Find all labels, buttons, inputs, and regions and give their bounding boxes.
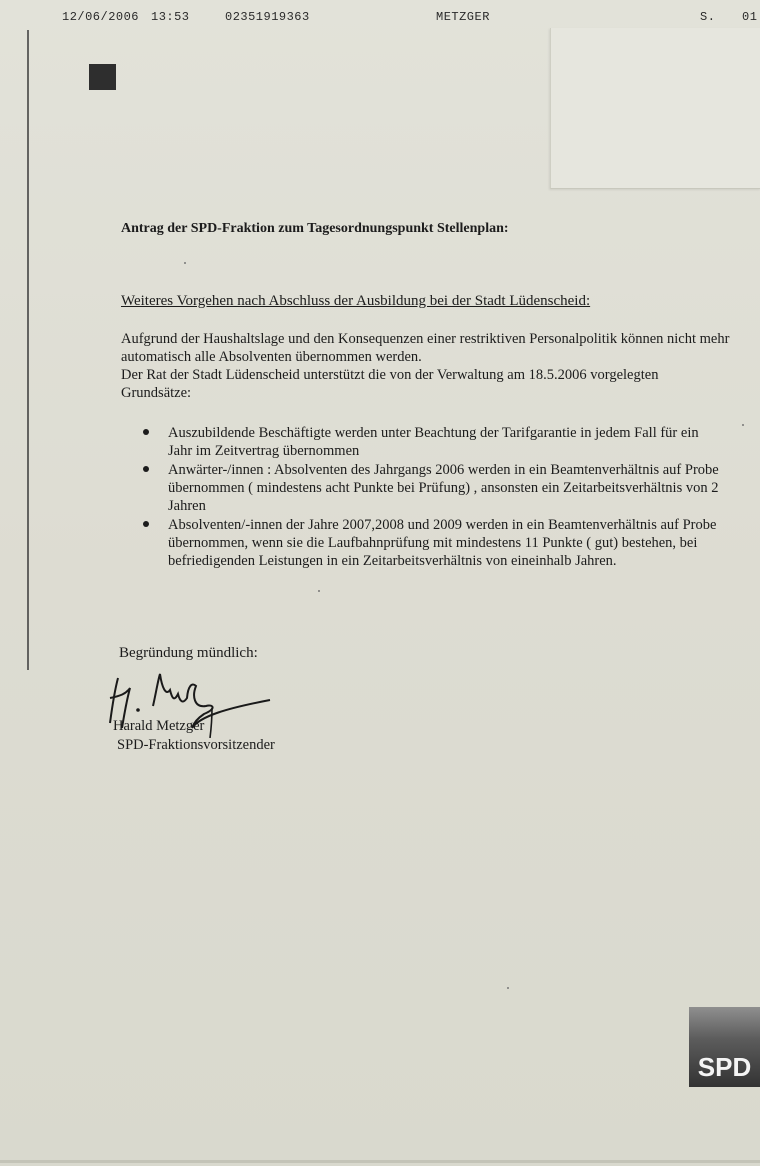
list-item-text: Auszubildende Beschäftigte werden unter Beachtung der Tarifgarantie in jedem Fall für ein Jahr im Zeitvertrag übernommen bbox=[168, 425, 699, 459]
signer-name: Harald Metzger bbox=[113, 718, 205, 734]
paragraph-council: Der Rat der Stadt Lüdenscheid unterstützt die von der Verwaltung am 18.5.2006 vorgelegten Grundsätze: bbox=[121, 367, 659, 401]
spd-logo bbox=[689, 1007, 760, 1087]
scan-speck bbox=[184, 262, 186, 264]
justification-note: Begründung mündlich: bbox=[119, 645, 258, 661]
list-item bbox=[121, 424, 721, 460]
fax-header bbox=[62, 10, 760, 26]
section-heading: Weiteres Vorgehen nach Abschluss der Ausbildung bei der Stadt Lüdenscheid: bbox=[121, 293, 591, 309]
bullet-icon bbox=[143, 521, 149, 527]
fax-number: 02351919363 bbox=[225, 10, 310, 24]
spd-logo-text: SPD bbox=[697, 1052, 752, 1082]
fax-page-number: 01 bbox=[742, 10, 758, 24]
pasted-paper-patch bbox=[550, 28, 760, 189]
principles-list bbox=[121, 424, 721, 571]
paragraph-budget: Aufgrund der Haushaltslage und den Konsequenzen einer restriktiven Personalpolitik können nicht mehr automatisch alle Absolventen übernommen werden. bbox=[121, 331, 730, 365]
signer-role: SPD-Fraktionsvorsitzender bbox=[117, 737, 275, 753]
scan-speck bbox=[507, 987, 509, 989]
fax-time: 13:53 bbox=[151, 10, 190, 24]
scan-speck bbox=[742, 424, 744, 426]
fax-date: 12/06/2006 bbox=[62, 10, 140, 24]
scan-speck bbox=[318, 590, 320, 592]
bullet-icon bbox=[143, 429, 149, 435]
list-item bbox=[121, 461, 721, 515]
list-item-text: Anwärter-/innen : Absolventen des Jahrgangs 2006 werden in ein Beamtenverhältnis auf Probe übernommen ( mindestens acht Punkte bei Prüfung) , ansonsten ein Zeitarbeitsverhältnis von 2 Jahren bbox=[168, 462, 719, 514]
bullet-icon bbox=[143, 466, 149, 472]
list-item-text: Absolventen/-innen der Jahre 2007,2008 und 2009 werden in ein Beamtenverhältnis auf Probe übernommen, wenn sie die Laufbahnprüfung mit mindestens 11 Punkte ( gut) bestehen, bei befriedigenden Leistungen in ein Zeitarbeitsverhältnis von eineinhalb Jahren. bbox=[168, 517, 717, 569]
list-item bbox=[121, 516, 721, 570]
page-bottom-edge bbox=[0, 1160, 760, 1163]
left-margin-rule bbox=[27, 30, 29, 670]
fax-page-label: S. bbox=[700, 10, 716, 24]
fax-sender-name: METZGER bbox=[436, 10, 490, 24]
document-title: Antrag der SPD-Fraktion zum Tagesordnungspunkt Stellenplan: bbox=[121, 221, 509, 236]
black-square-mark bbox=[89, 64, 116, 90]
